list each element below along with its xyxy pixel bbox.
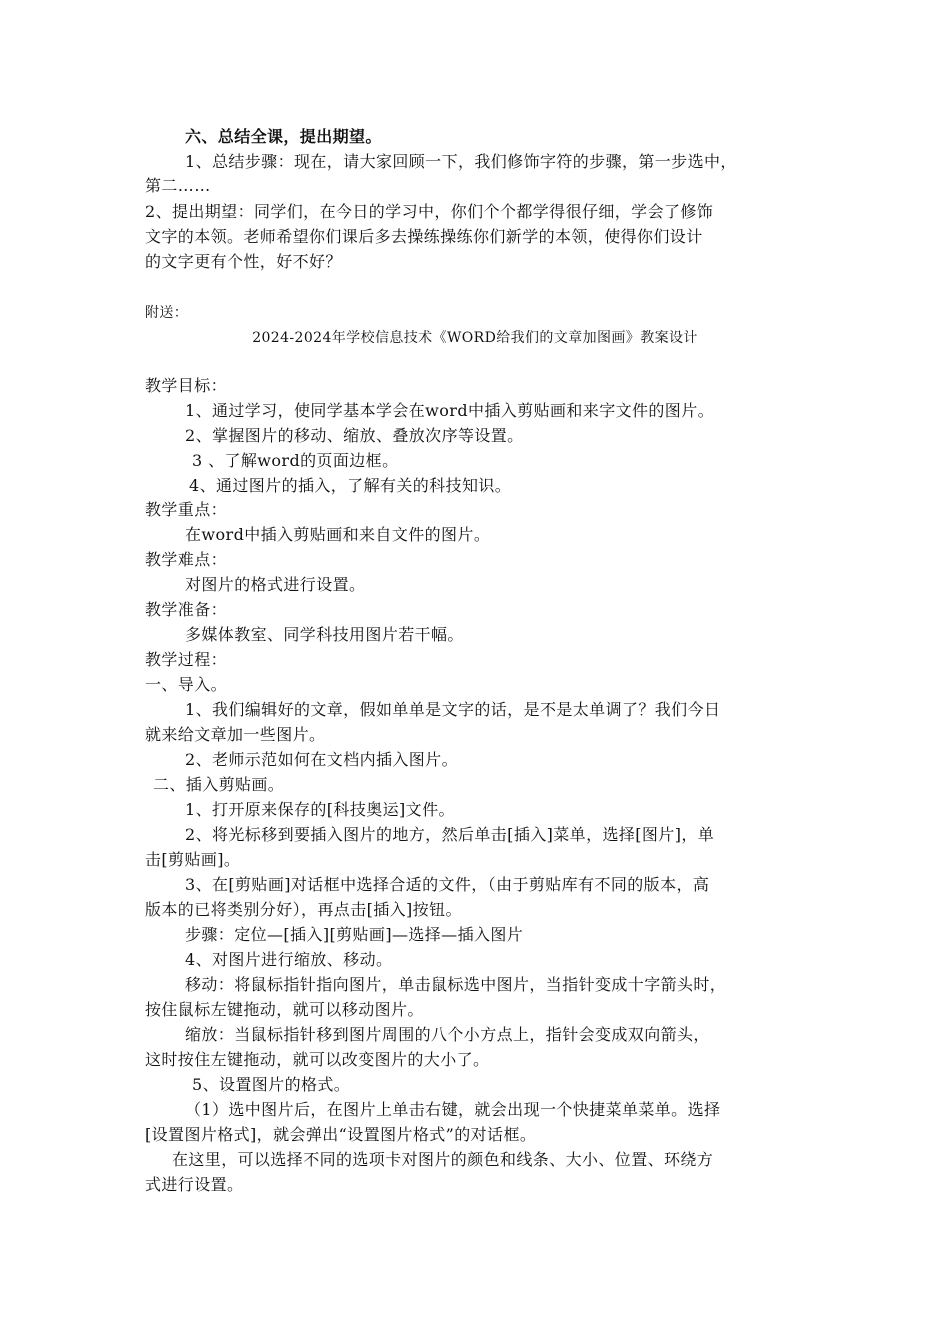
appendix-title: 2024-2024年学校信息技术《WORD给我们的文章加图画》教案设计 (252, 330, 698, 346)
intro-2: 2、老师示范如何在文档内插入图片。 (185, 750, 458, 769)
goal-item-3: 3 、了解word的页面边框。 (192, 451, 399, 470)
goal-item-2: 2、掌握图片的移动、缩放、叠放次序等设置。 (185, 426, 524, 445)
format-2-line2: 式进行设置。 (145, 1175, 244, 1194)
process-heading: 教学过程： (145, 650, 228, 669)
clip-4: 4、对图片进行缩放、移动。 (185, 950, 393, 969)
clip-steps: 步骤：定位—[插入][剪贴画]—选择—插入图片 (185, 925, 524, 944)
key-point-heading: 教学重点： (145, 500, 228, 519)
difficulty-text: 对图片的格式进行设置。 (185, 575, 366, 594)
clip-1: 1、打开原来保存的[科技奥运]文件。 (185, 800, 455, 819)
clip-5: 5、设置图片的格式。 (192, 1075, 351, 1094)
summary-step2-line2: 文字的本领。老师希望你们课后多去操练操练你们新学的本领，使得你们设计 (145, 227, 703, 246)
scale-line1: 缩放：当鼠标指针移到图片周围的八个小方点上，指针会变成双向箭头， (185, 1025, 710, 1044)
intro-1-line1: 1、我们编辑好的文章，假如单单是文字的话，是不是太单调了？我们今日 (185, 700, 721, 719)
summary-step2-line3: 的文字更有个性，好不好？ (145, 252, 342, 271)
goals-heading: 教学目标： (145, 376, 228, 395)
summary-heading: 六、总结全课，提出期望。 (185, 127, 382, 146)
goal-item-1: 1、通过学习，使同学基本学会在word中插入剪贴画和来字文件的图片。 (185, 401, 714, 420)
format-2-line1: 在这里，可以选择不同的选项卡对图片的颜色和线条、大小、位置、环绕方 (172, 1150, 714, 1169)
appendix-label: 附送： (145, 305, 189, 321)
summary-step2-line1: 2、提出期望：同学们，在今日的学习中，你们个个都学得很仔细，学会了修饰 (145, 202, 714, 221)
clip-3-line1: 3、在[剪贴画]对话框中选择合适的文件，（由于剪贴库有不同的版本，高 (185, 875, 710, 894)
clip-heading: 二、插入剪贴画。 (153, 775, 285, 794)
move-line2: 按住鼠标左键拖动，就可以移动图片。 (145, 1000, 424, 1019)
intro-1-line2: 就来给文章加一些图片。 (145, 725, 326, 744)
preparation-heading: 教学准备： (145, 600, 228, 619)
intro-heading: 一、导入。 (145, 675, 228, 694)
difficulty-heading: 教学难点： (145, 550, 228, 569)
clip-2-line1: 2、将光标移到要插入图片的地方，然后单击[插入]菜单，选择[图片]，单 (185, 825, 715, 844)
goal-item-4: 4、通过图片的插入，了解有关的科技知识。 (189, 476, 512, 495)
key-point-text: 在word中插入剪贴画和来自文件的图片。 (185, 525, 491, 544)
move-line1: 移动：将鼠标指针指向图片，单击鼠标选中图片，当指针变成十字箭头时， (185, 975, 727, 994)
preparation-text: 多媒体教室、同学科技用图片若干幅。 (185, 625, 464, 644)
scale-line2: 这时按住左键拖动，就可以改变图片的大小了。 (145, 1050, 490, 1069)
clip-3-line2: 版本的已将类别分好），再点击[插入]按钮。 (145, 900, 462, 919)
summary-step1-line2: 第二…… (145, 176, 211, 195)
summary-step1-line1: 1、总结步骤：现在，请大家回顾一下，我们修饰字符的步骤，第一步选中， (185, 152, 737, 171)
format-1-line2: [设置图片格式]，就会弹出“设置图片格式”的对话框。 (145, 1125, 537, 1144)
format-1-line1: （1）选中图片后，在图片上单击右键，就会出现一个快捷菜单菜单。选择 (185, 1100, 721, 1119)
clip-2-line2: 击[剪贴画]。 (145, 850, 241, 869)
